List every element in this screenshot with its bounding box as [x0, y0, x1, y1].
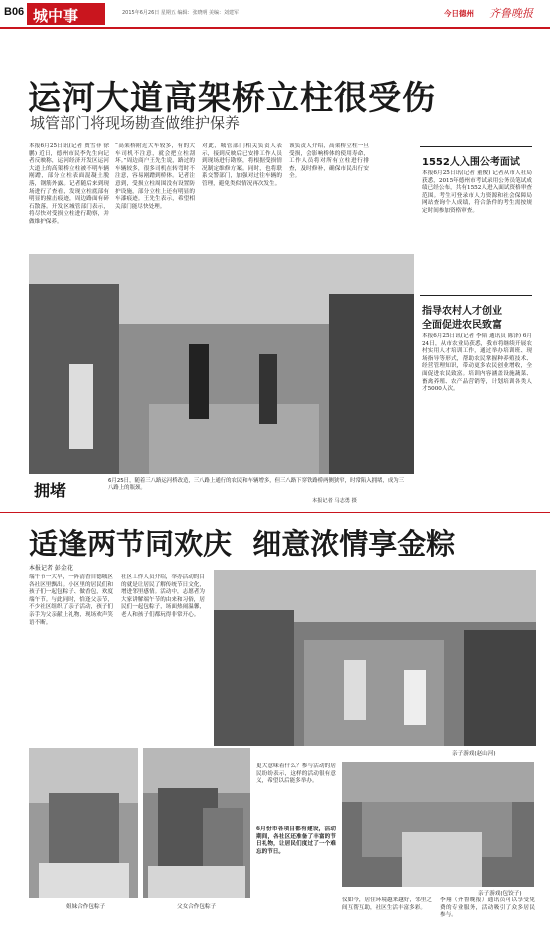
- side-caption: 李翔（齐鲁晚报）通讯员可以享受免费的专业服务，活动吸引了众多居民参与。: [440, 897, 535, 919]
- story2-headline: 适逢两节同欢庆 细意浓情享金粽: [29, 527, 456, 561]
- dumpling-photo: [342, 762, 534, 887]
- section-title: 城中事: [33, 7, 79, 25]
- event-photo-caption: 亲子游戏(赵山河): [452, 751, 496, 757]
- brief1-headline: 1552人入围公考面试: [422, 157, 520, 168]
- story1-body-col3: 对此，城管部门相关负责人表示，接到反映后已安排工作人员到现场进行勘察，将根据受损情况制定维修方案。同时，也将联系交警部门，加强对过往车辆的管理，避免类似情况再次发生。: [202, 143, 282, 187]
- story1-headline: 运河大道高架桥立柱很受伤: [28, 78, 436, 117]
- brief2-headline-line2: 全面促进农民致富: [422, 320, 502, 331]
- brief2-headline-line1: 指导农村人才创业: [422, 306, 502, 317]
- header-rule: [0, 27, 550, 29]
- kids-photo-2-caption: 父女合作包粽子: [177, 904, 217, 910]
- story2-body-col5: 仪如今，居住环境越来越好，邻里之间互帮互助，社区生活丰富多彩。: [342, 897, 432, 911]
- story1-body-col4: 该负责人介绍，高架桥立柱一旦受损，会影响桥体的使用寿命，工作人员将对所有立柱进行排查，及时修补，确保市民出行安全。: [289, 143, 369, 180]
- story2-body-col1: 端午节一大早，一阵清香自德城区各社区里飘出。小区里的居民们和孩子们一起包粽子、做香包，欢度端午节。与此同时，恰逢父亲节，不少社区组织了亲子活动，孩子们亲手为父亲献上礼物，现场欢声笑语不断。: [29, 574, 113, 626]
- brief1-top-rule: [420, 146, 532, 147]
- paper-name: 今日德州: [444, 9, 474, 18]
- kids-photo-2: [143, 748, 250, 898]
- dumpling-photo-caption: 亲子游戏(包饺子): [478, 891, 522, 897]
- photo1-credit: 本报记者 马志勇 摄: [312, 498, 357, 504]
- story1-subheadline: 城管部门将现场勘查做维护保养: [30, 114, 241, 132]
- header-date-line: 2015年6月26日 星期五 编辑：张晓明 美编：刘建军: [122, 10, 240, 16]
- photo1-caption: 6月25日，随着三八路运河桥改造，三八路上通行的农民和车辆增多，但三八路下穿铁路桥两侧狭窄，时常陷入拥堵，成为三八路上的瓶颈。: [108, 478, 404, 492]
- kids-photo-1: [29, 748, 138, 898]
- brief2-body: 本报6月25日讯(记者 李韬 通讯员 陈泽) 6月24日，从市农业局获悉，我市将继续开展农村实用人才培训工作，通过举办培训班、现场指导等形式，帮助农民掌握种养殖技术、经营管理知识，带动更多农民创业增收，全面促进农民致富。培训内容涵盖设施蔬菜、畜禽养殖、农产品营销等，计划培训各类人才5000人次。: [422, 333, 532, 393]
- story2-body-col3: 更大意味着什么？参与活动的居民纷纷表示，这样的活动很有意义，希望以后能多举办。: [256, 763, 336, 785]
- page-header: [0, 0, 550, 30]
- event-photo: [214, 570, 536, 746]
- page-number: B06: [4, 6, 25, 18]
- story2-body-col4: 6月份市各项目都有建设，活动期间，各社区还准备了丰富的节日礼物，让居民们度过了一个难忘的节日。: [256, 826, 336, 855]
- section-tab: [27, 3, 105, 25]
- paper-brand-logo: 齐鲁晚报: [489, 7, 533, 20]
- story2-byline: 本报记者 彭金花: [29, 565, 73, 572]
- kids-photo-1-caption: 姐妹合作包粽子: [66, 904, 106, 910]
- brief1-body: 本报6月25日讯(记者 董俊) 记者从市人社局获悉，2015年德州市考试录用公务员笔试成绩已经公布，共有1552人进入面试资格审查范围。考生可登录市人力资源和社会保障局网站查询个人成绩，符合条件的考生需按规定时间参加资格审查。: [422, 170, 532, 214]
- story1-body-col2: “高架桥附近大车较多，有的大车司机不注意，就会把立柱刮坏。”周边商户王先生说，路过的车辆较多，很多司机在转弯时不注意，容易剐蹭到桥体。记者注意到，受损立柱周围没有设置防护设施，部分立柱上还有明显的车漆痕迹。王先生表示，希望相关部门能尽快处理。: [115, 143, 195, 210]
- brief2-top-rule: [420, 295, 532, 296]
- story1-body-col1: 本报6月25日讯(记者 贾雪菲 徐鹏) 近日，德州市民李先生向记者反映称，运河经济开发区运河大道上的高架桥立柱被不明车辆剐蹭，部分立柱表面混凝土脱落，钢筋外露。记者随后来到现场进行了查看，发现立柱底部有明显的撞击痕迹，周边路面有碎石散落。开发区城管部门表示，将尽快对受损立柱进行勘察，并做维护保养。: [29, 143, 109, 225]
- section-divider: [0, 512, 550, 513]
- photo1-label: 拥堵: [34, 481, 67, 500]
- street-photo: [29, 254, 414, 474]
- story2-body-col2: 社区工作人员介绍，举办活动的目的就是让居民了解传统节日文化，增进邻里感情。活动中，志愿者为大家讲解端午节的由来和习俗，居民们一起包粽子，场面热闹温馨，老人和孩子们都玩得非常开心。: [121, 574, 205, 618]
